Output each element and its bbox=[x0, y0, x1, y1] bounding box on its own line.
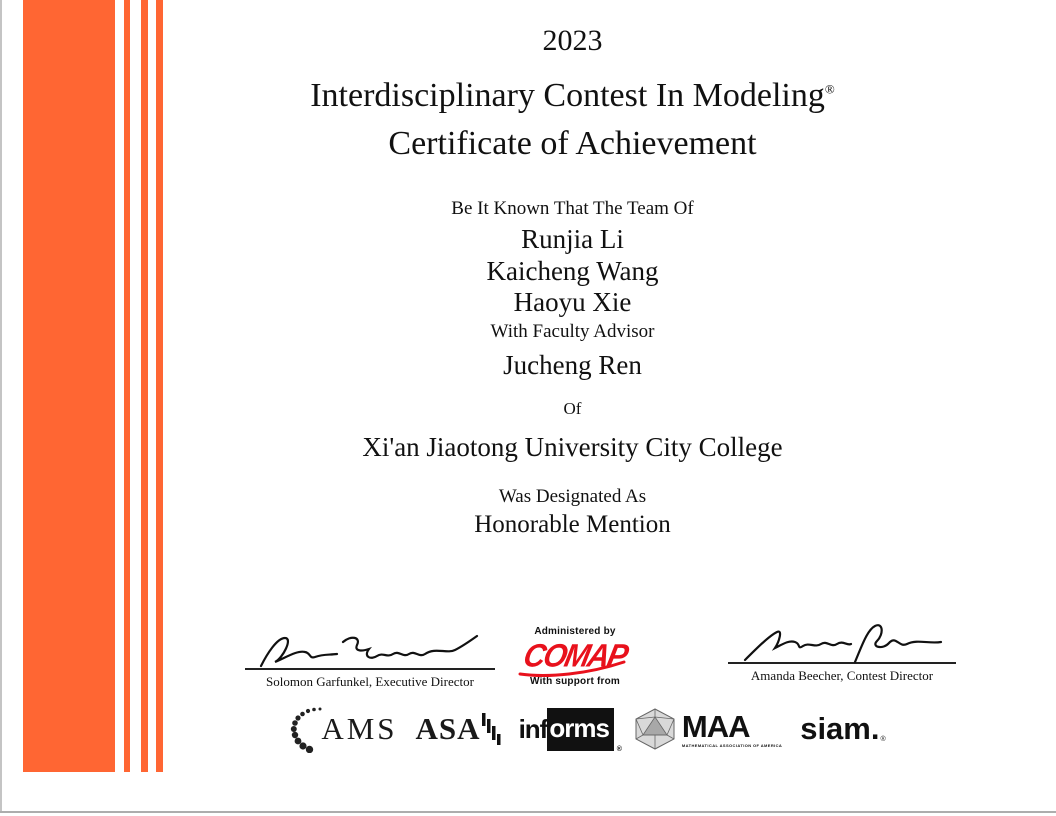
garfunkel-caption: Solomon Garfunkel, Executive Director bbox=[266, 674, 474, 689]
informs-logo-text-suffix: orms bbox=[547, 708, 614, 751]
garfunkel-signature-image bbox=[255, 630, 485, 672]
informs-logo bbox=[518, 708, 621, 753]
certificate-subtitle: Certificate of Achievement bbox=[388, 125, 757, 162]
asa-logo bbox=[416, 711, 501, 747]
administered-by-label: Administered by bbox=[534, 626, 616, 637]
maa-text-column bbox=[681, 708, 783, 748]
beecher-caption: Amanda Beecher, Contest Director bbox=[750, 668, 934, 683]
orange-stripe-1 bbox=[124, 0, 130, 772]
maa-logo-text: MAA bbox=[681, 708, 750, 744]
certificate-title bbox=[100, 76, 1045, 115]
ams-logo bbox=[289, 705, 397, 753]
certificate-year: 2023 bbox=[542, 24, 603, 57]
designation-name: Honorable Mention bbox=[474, 511, 671, 538]
comap-swoosh-icon bbox=[518, 660, 628, 678]
signature-line bbox=[245, 668, 495, 670]
comap-logo-text: COMAP bbox=[520, 638, 630, 675]
certificate-title-text: Interdisciplinary Contest In Modeling bbox=[310, 77, 825, 114]
sponsor-logos-row bbox=[165, 700, 1010, 758]
team-member-1: Runjia Li bbox=[521, 224, 624, 254]
page-left-edge bbox=[0, 0, 2, 812]
maa-polyhedron-icon bbox=[632, 707, 678, 751]
siam-logo-text: siam. bbox=[800, 711, 880, 746]
orange-bar-wide bbox=[23, 0, 115, 772]
institution-name: Xi'an Jiaotong University City College bbox=[362, 432, 783, 462]
asa-bars-icon bbox=[481, 711, 501, 747]
signature-block-beecher bbox=[728, 622, 956, 684]
team-intro-label: Be It Known That The Team Of bbox=[451, 198, 694, 219]
ams-logo-text: AMS bbox=[321, 711, 398, 746]
team-member-2: Kaicheng Wang bbox=[486, 256, 659, 286]
maa-logo bbox=[632, 707, 782, 751]
signature-block-garfunkel bbox=[245, 630, 495, 690]
informs-registered-mark: ® bbox=[616, 745, 621, 753]
administered-block bbox=[505, 626, 645, 687]
of-label: Of bbox=[563, 399, 582, 418]
support-from-label: With support from bbox=[530, 676, 620, 687]
maa-logo-subtext: MATHEMATICAL ASSOCIATION OF AMERICA bbox=[681, 742, 783, 748]
team-member-3: Haoyu Xie bbox=[513, 287, 632, 317]
siam-registered-mark: ® bbox=[880, 736, 886, 743]
comap-logo bbox=[520, 638, 630, 675]
orange-stripe-2 bbox=[141, 0, 148, 772]
orange-stripe-3 bbox=[156, 0, 163, 772]
advisor-intro-label: With Faculty Advisor bbox=[490, 321, 655, 342]
asa-logo-text: ASA bbox=[415, 711, 481, 746]
designation-intro-label: Was Designated As bbox=[498, 486, 647, 507]
signature-line bbox=[728, 662, 956, 664]
registered-trademark: ® bbox=[824, 81, 835, 97]
page-bottom-edge bbox=[0, 811, 1056, 813]
advisor-name: Jucheng Ren bbox=[503, 350, 642, 380]
beecher-signature-image bbox=[737, 622, 947, 666]
informs-logo-text-prefix: inf bbox=[518, 713, 548, 744]
siam-logo bbox=[800, 711, 885, 747]
